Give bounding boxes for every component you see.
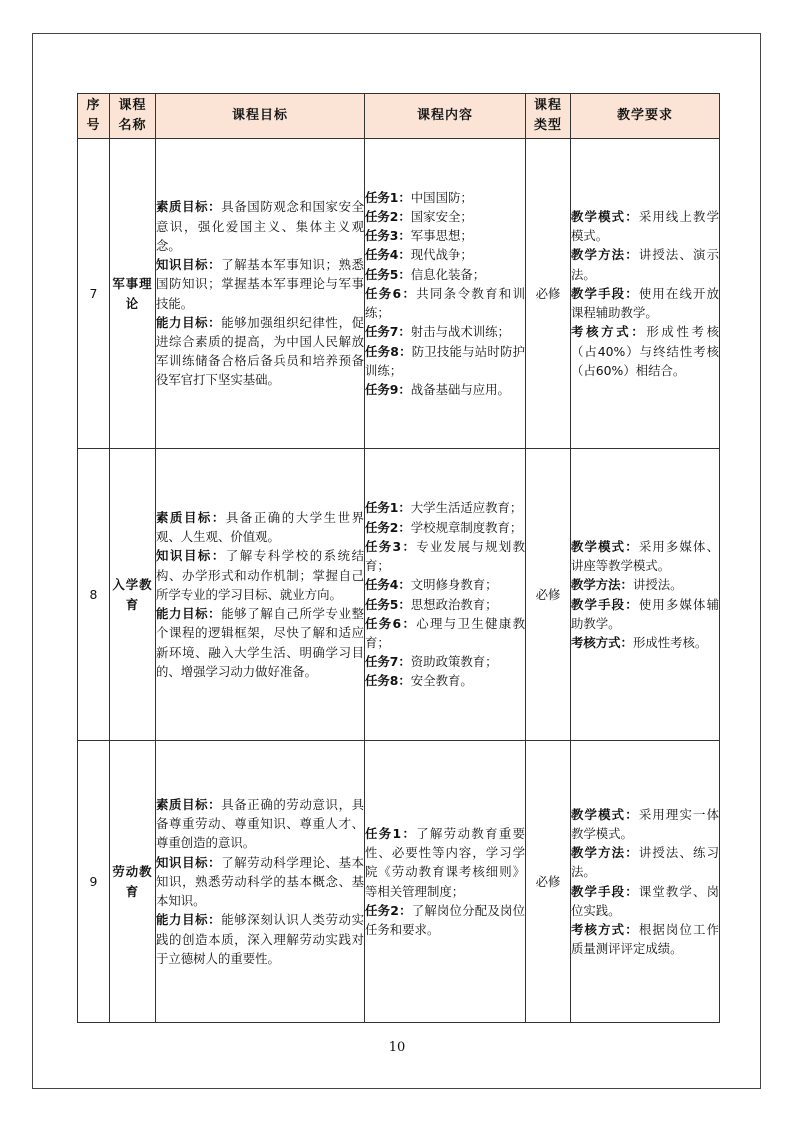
task-item-text: 中国国防； <box>410 189 473 205</box>
goal-item-label: 知识目标： <box>156 854 222 870</box>
task-item <box>365 901 525 939</box>
course-type: 必修 <box>526 741 571 1023</box>
requirement-item-text: 讲授法。 <box>632 577 683 593</box>
requirement-item-label: 教学模式： <box>571 538 639 554</box>
task-item <box>365 342 525 380</box>
header-requirement: 教学要求 <box>571 94 720 139</box>
goal-item <box>156 604 364 681</box>
goal-item <box>156 910 364 968</box>
task-item-text: 大学生活适应教育； <box>410 500 523 516</box>
requirement-item <box>571 322 719 380</box>
header-no: 序号 <box>78 94 110 139</box>
goal-item-label: 素质目标： <box>156 510 226 526</box>
task-item <box>365 245 525 264</box>
task-item <box>365 575 525 594</box>
course-name: 劳动教育 <box>110 741 156 1023</box>
course-table <box>77 93 720 1023</box>
requirement-item <box>571 805 719 843</box>
requirement-item-text: 形成性考核（占40%）与终结性考核（占60%）相结合。 <box>571 324 720 378</box>
goal-item-text: 了解专科学校的系统结构、办学形式和动作机制；掌握自己所学专业的学习目标、就业方向。 <box>156 548 365 602</box>
header-content: 课程内容 <box>365 94 526 139</box>
goal-item-text: 具备正确的大学生世界观、人生观、价值观。 <box>156 510 365 545</box>
requirement-item-label: 考核方式： <box>571 324 647 340</box>
goal-item <box>156 197 364 255</box>
task-item <box>365 265 525 284</box>
task-item-label: 任务4： <box>365 247 411 263</box>
task-item-text: 心理与卫生健康教育； <box>365 615 526 650</box>
requirement-item-text: 采用理实一体教学模式。 <box>571 806 720 841</box>
course-type: 必修 <box>526 139 571 449</box>
requirement-item <box>571 920 719 958</box>
task-item-text: 信息化装备； <box>410 266 486 282</box>
goal-item-text: 了解基本军事知识；熟悉国防知识；掌握基本军事理论与军事技能。 <box>156 257 364 311</box>
task-item <box>365 188 525 207</box>
goal-item-label: 素质目标： <box>156 199 222 215</box>
task-item-label: 任务5： <box>365 596 411 612</box>
requirement-item <box>571 207 719 245</box>
requirement-item-label: 考核方式： <box>571 921 639 937</box>
task-item-label: 任务2： <box>365 902 412 918</box>
goal-item <box>156 546 364 604</box>
goal-item <box>156 853 364 911</box>
task-item-label: 任务7： <box>365 654 411 670</box>
task-item-text: 了解劳动教育重要性、必要性等内容，学习学院《劳动教育课考核细则》等相关管理制度； <box>365 825 526 899</box>
requirement-item-text: 采用多媒体、讲座等教学模式。 <box>571 538 720 574</box>
requirement-item-label: 教学模式： <box>571 209 639 225</box>
task-item <box>365 614 525 652</box>
task-item-text: 资助政策教育； <box>410 654 498 670</box>
requirement-item-text: 采用线上教学模式。 <box>571 209 720 244</box>
requirement-item <box>571 245 719 283</box>
goal-item-text: 能够加强组织纪律性，促进综合素质的提高，为中国人民解放军训练储备合格后备兵员和培养预备役军官打下坚实基础。 <box>156 314 364 388</box>
requirement-item-text: 根据岗位工作质量测评评定成绩。 <box>571 921 720 957</box>
task-item <box>365 671 525 690</box>
goal-item-label: 能力目标： <box>156 314 222 330</box>
table-row <box>78 139 720 449</box>
task-item-text: 思想政治教育； <box>410 596 498 612</box>
task-item-label: 任务9： <box>365 381 411 397</box>
goal-item-label: 能力目标： <box>156 606 222 622</box>
row-number: 8 <box>78 449 110 741</box>
goal-item <box>156 255 364 313</box>
goal-item-label: 知识目标： <box>156 257 222 273</box>
task-item-label: 任务6： <box>365 285 417 301</box>
course-name: 军事理论 <box>110 139 156 449</box>
header-name: 课程名称 <box>110 94 156 139</box>
requirement-item-label: 考核方式： <box>571 634 633 650</box>
task-item-text: 射击与战术训练； <box>410 324 510 340</box>
requirement-item-label: 教学手段： <box>571 596 639 612</box>
course-contents <box>365 741 526 1023</box>
goal-item-text: 能够了解自己所学专业整个课程的逻辑框架，尽快了解和适应新环境、融入大学生活、明确学习目的、增强学习动力做好准备。 <box>156 606 364 679</box>
task-item <box>365 824 525 901</box>
requirement-item-label: 教学手段： <box>571 883 639 899</box>
requirement-item-label: 教学方法： <box>571 845 639 861</box>
requirement-item-text: 使用多媒体辅助教学。 <box>571 596 720 631</box>
header-type: 课程类型 <box>526 94 571 139</box>
task-item-text: 战备基础与应用。 <box>410 381 510 397</box>
requirement-item <box>571 882 719 920</box>
task-item-label: 任务3： <box>365 228 411 244</box>
table-row <box>78 741 720 1023</box>
task-item <box>365 284 525 322</box>
requirement-item <box>571 537 719 575</box>
task-item-text: 国家安全； <box>410 209 473 225</box>
task-item <box>365 518 525 537</box>
task-item-text: 军事思想； <box>410 228 473 244</box>
goal-item-text: 能够深刻认识人类劳动实践的创造本质，深入理解劳动实践对于立德树人的重要性。 <box>156 912 364 966</box>
course-goals <box>156 139 365 449</box>
task-item-label: 任务6： <box>365 615 417 631</box>
task-item-label: 任务5： <box>365 266 411 282</box>
task-item-text: 安全教育。 <box>410 673 473 689</box>
requirement-item-label: 教学手段： <box>571 285 639 301</box>
course-goals <box>156 741 365 1023</box>
goal-item <box>156 508 364 546</box>
course-goals <box>156 449 365 741</box>
task-item <box>365 226 525 245</box>
task-item-label: 任务8： <box>365 673 411 689</box>
goal-item-label: 素质目标： <box>156 797 222 813</box>
task-item <box>365 322 525 341</box>
header-goal: 课程目标 <box>156 94 365 139</box>
teaching-requirements <box>571 449 720 741</box>
task-item-label: 任务2： <box>365 519 411 535</box>
goal-item <box>156 313 364 390</box>
goal-item-label: 能力目标： <box>156 912 222 928</box>
task-item-label: 任务3： <box>365 538 417 554</box>
course-type: 必修 <box>526 449 571 741</box>
task-item-text: 文明修身教育； <box>410 577 498 593</box>
requirement-item-text: 讲授法、演示法。 <box>571 247 720 282</box>
page-number: 10 <box>388 1040 406 1055</box>
goal-item-text: 具备国防观念和国家安全意识，强化爱国主义、集体主义观念。 <box>156 199 364 253</box>
requirement-item-label: 教学方法： <box>571 577 633 593</box>
goal-item-text: 了解劳动科学理论、基本知识，熟悉劳动科学的基本概念、基本知识。 <box>156 854 364 909</box>
task-item <box>365 652 525 671</box>
requirement-item <box>571 843 719 881</box>
task-item-text: 学校规章制度教育； <box>410 519 523 535</box>
requirement-item-text: 课堂教学、岗位实践。 <box>571 883 720 918</box>
row-number: 9 <box>78 741 110 1023</box>
task-item-label: 任务7： <box>365 324 411 340</box>
course-contents <box>365 139 526 449</box>
task-item <box>365 537 525 575</box>
requirement-item-label: 教学方法： <box>571 247 639 263</box>
task-item-text: 共同条令教育和训练； <box>365 285 526 321</box>
goal-item-text: 具备正确的劳动意识，具备尊重劳动、尊重知识、尊重人才、尊重创造的意识。 <box>156 797 364 851</box>
task-item <box>365 207 525 226</box>
task-item <box>365 498 525 517</box>
course-contents <box>365 449 526 741</box>
teaching-requirements <box>571 139 720 449</box>
task-item-text: 专业发展与规划教育； <box>365 538 526 574</box>
task-item-label: 任务4： <box>365 577 411 593</box>
requirement-item <box>571 575 719 594</box>
teaching-requirements <box>571 741 720 1023</box>
requirement-item-text: 形成性考核。 <box>632 634 708 650</box>
task-item-text: 了解岗位分配及岗位任务和要求。 <box>365 902 526 937</box>
task-item-text: 现代战争； <box>410 247 473 263</box>
requirement-item <box>571 284 719 322</box>
requirement-item <box>571 633 719 652</box>
task-item-label: 任务1： <box>365 825 417 841</box>
task-item-label: 任务8： <box>365 343 412 359</box>
course-name: 入学教育 <box>110 449 156 741</box>
goal-item <box>156 795 364 853</box>
task-item-text: 防卫技能与站时防护训练； <box>365 343 526 378</box>
table-row <box>78 449 720 741</box>
requirement-item-text: 讲授法、练习法。 <box>571 845 720 880</box>
task-item-label: 任务1： <box>365 189 411 205</box>
row-number: 7 <box>78 139 110 449</box>
requirement-item-label: 教学模式： <box>571 806 639 822</box>
task-item <box>365 380 525 399</box>
task-item-label: 任务2： <box>365 209 411 225</box>
task-item <box>365 595 525 614</box>
task-item-label: 任务1： <box>365 500 411 516</box>
requirement-item <box>571 595 719 633</box>
requirement-item-text: 使用在线开放课程辅助教学。 <box>571 285 720 321</box>
table-header-row <box>78 94 720 139</box>
goal-item-label: 知识目标： <box>156 548 226 564</box>
